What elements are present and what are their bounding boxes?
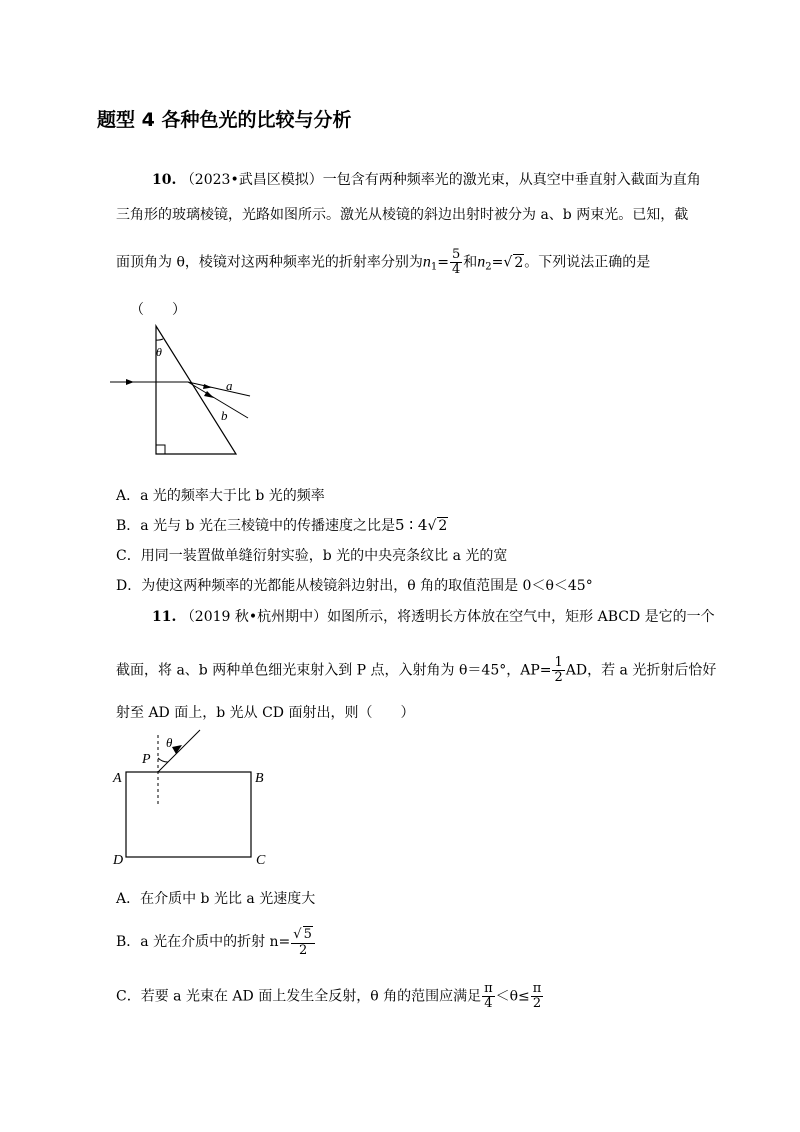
n2-var: n [477,253,486,271]
q11-number: 11. [152,609,177,625]
n2-root: 2 [514,254,524,271]
ray-a-arrow-head [203,384,212,389]
incident-light [158,730,200,772]
prism-diagram [110,318,270,463]
theta-arc [156,339,163,340]
q10-option-b: B．a 光与 b 光在三棱镜中的传播速度之比是5 ∶ 4√ 2 [116,516,448,534]
q11-option-b [116,926,316,958]
q10-option-a: A．a 光的频率大于比 b 光的频率 [116,488,325,504]
n1-den: 4 [452,262,461,277]
q11-option-c-right-den: 2 [532,996,542,1011]
ray-b [188,382,248,418]
q11-option-c-left-den: 4 [484,996,493,1011]
q11-option-c-left-num: π [484,981,493,996]
q11-option-b-pre: B．a 光在介质中的折射 n= [116,934,291,950]
n1-eq: = [437,254,449,271]
q10-option-c: C．用同一装置做单缝衍射实验，b 光的中央亮条纹比 a 光的宽 [116,548,508,564]
q11-option-b-fraction [291,926,315,958]
q10-option-b-root: 2 [438,518,448,534]
q10-source-text: （2023•武昌区模拟）一包含有两种频率光的激光束，从真空中垂直射入截面为直角 [180,172,701,188]
n1-sub: 1 [430,261,438,273]
q11-source-text: （2019 秋•杭州期中）如图所示，将透明长方体放在空气中，矩形 ABCD 是它的一个 [180,609,715,625]
q11-line2-pre: 截面，将 a、b 两种单色细光束射入到 P 点，入射角为 θ＝45°，AP= [116,662,552,679]
corner-c-label: C [256,853,266,868]
right-angle-mark [156,445,165,454]
n2-eq: = [491,254,504,271]
q10-line3: 面顶角为 θ，棱镜对这两种频率光的折射率分别为$n_1=$ $\frac{5}{4}$ 和$n_2=√$ 2。下列说法正确的是 [116,247,651,277]
q10-line2: 三角形的玻璃棱镜，光路如图所示。激光从棱镜的斜边出射时被分为 a、b 两束光。已知，截 [116,207,689,223]
ap-num: 1 [554,655,563,670]
ray-b-label: b [221,408,228,423]
block-outline [126,772,251,857]
corner-a-label: A [113,771,122,786]
q11-option-a: A．在介质中 b 光比 a 光速度大 [116,891,316,907]
q10-line3-pre: 面顶角为 θ，棱镜对这两种频率光的折射率分别为 [116,254,423,271]
corner-d-label: D [113,853,124,868]
q11-option-b-num: √ 5 [291,926,315,944]
q11-option-c-right-fraction [531,982,544,1011]
q11-line2 [116,656,716,685]
rectangle-diagram [110,725,280,870]
q11-option-c-mid: ＜θ≤ [495,988,530,1005]
prism-theta-label: θ [156,345,162,359]
q11-line1 [152,607,715,627]
ray-a-label: a [226,378,233,393]
page-title: 题型 4 各种色光的比较与分析 [97,109,352,131]
q10-option-b-ratio: 5 ∶ 4 [394,516,428,534]
ap-den: 2 [554,670,563,685]
q11-option-b-root: 5 [303,927,312,942]
q10-number: 10. [152,172,177,188]
q11-option-c-pre: C．若要 a 光束在 AD 面上发生全反射，θ 角的范围应满足 [116,988,482,1005]
q11-option-c-left-fraction [482,982,495,1011]
q10-line1 [152,170,701,190]
point-p-label: P [142,752,151,767]
q11-option-c-right-num: π [532,981,542,996]
q11-option-c [116,982,544,1011]
q10-line3-post: 。下列说法正确的是 [524,254,651,271]
n1-num: 5 [452,247,461,262]
incidence-angle-arc [158,758,168,762]
corner-b-label: B [255,771,264,786]
q10-option-b-pre: B．a 光与 b 光在三棱镜中的传播速度之比是 [116,518,395,534]
q11-option-b-den: 2 [298,943,308,958]
q10-option-d: D．为使这两种频率的光都能从棱镜斜边射出，θ 角的取值范围是 0＜θ＜45° [116,578,593,594]
incident-arrow-head [126,379,134,385]
angle-theta-label: θ [166,735,173,750]
n1-fraction [450,248,462,277]
ap-fraction [552,656,564,685]
and-text: 和 [463,254,478,271]
n2-sub: 2 [485,261,492,273]
n1-var: n [422,253,431,271]
ray-a [188,382,250,396]
q11-line3: 射至 AD 面上，b 光从 CD 面射出，则（ ） [116,705,415,721]
q10-answer-bracket: （ ） [130,302,186,318]
q11-line2-post: AD，若 a 光折射后恰好 [565,662,717,679]
